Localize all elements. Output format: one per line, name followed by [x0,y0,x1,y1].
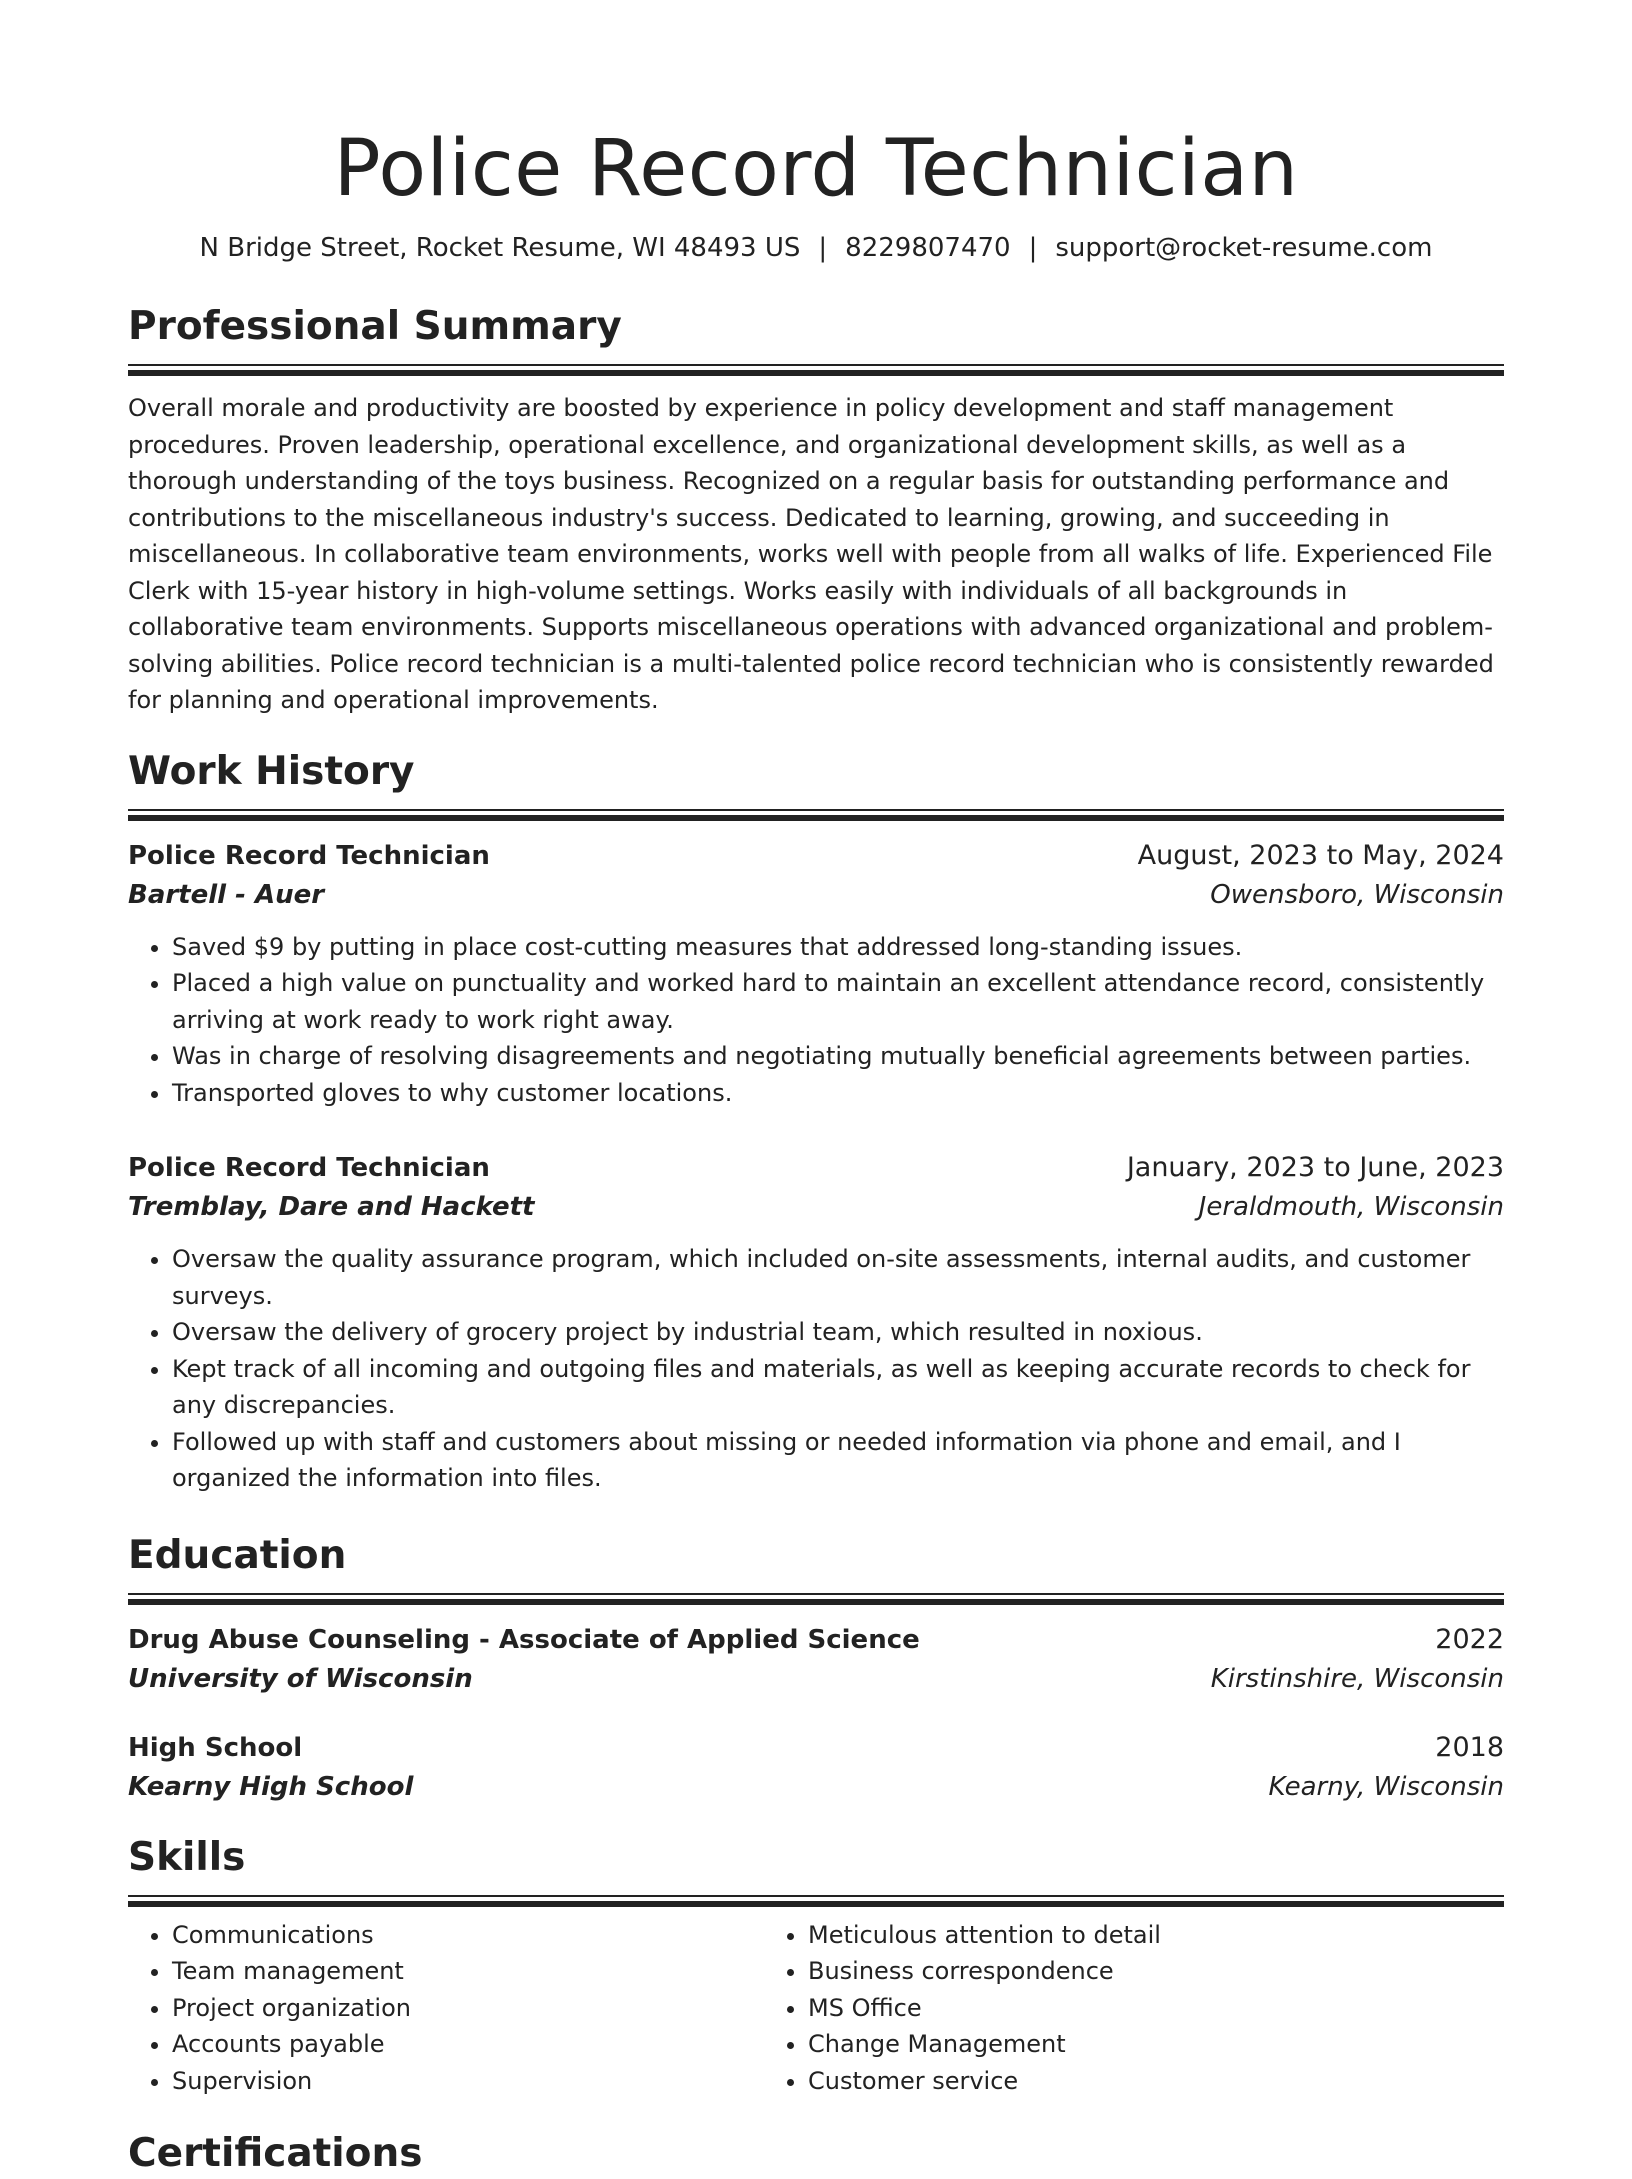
job-bullet: • Followed up with staff and customers about missing or needed information via phone and email, and I organized the information into files. [172,1424,1504,1497]
job-company: Tremblay, Dare and Hackett [128,1192,535,1222]
resume-name-heading: Police Record Technician [333,124,1299,214]
resume-page [128,0,1504,2179]
education-entry [128,1621,1504,1699]
section-title-certifications: Certifications [128,2131,423,2176]
skill-item: • Team management [172,1953,764,1990]
education-school: University of Wisconsin [128,1663,473,1694]
section-title-summary: Professional Summary [128,304,622,349]
job-dates: January, 2023 to June, 2023 [1126,1152,1504,1183]
job-bullet: • Kept track of all incoming and outgoing files and materials, as well as keeping accurate records to check for any discrepancies. [172,1351,1504,1424]
section-title-work-history: Work History [128,748,415,794]
job-dates: August, 2023 to May, 2024 [1137,839,1504,871]
job-bullet-list [128,929,1504,1112]
skill-item: • Communications [172,1917,764,1954]
skill-item: • Project organization [172,1990,764,2027]
skill-item: • Business correspondence [808,1953,1464,1990]
job-bullet: • Oversaw the delivery of grocery project by industrial team, which resulted in noxious. [172,1314,1504,1351]
summary-text: Overall morale and productivity are boosted by experience in policy development and staff management procedures. Proven leadership, operational excellence, and organizational development skills, as well as a thorough understanding of the toys business. Recognized on a regular basis for outstanding performance and contributions to the miscellaneous industry's success. Dedicated to learning, growing, and succeeding in miscellaneous. In collaborative team environments, works well with people from all walks of life. Experienced File Clerk with 15-year history in high-volume settings. Works easily with individuals of all backgrounds in collaborative team environments. Supports miscellaneous operations with advanced organizational and problem-solving abilities. Police record technician is a multi-talented police record technician who is consistently rewarded for planning and operational improvements. [128,394,1494,714]
contact-email: support@rocket-resume.com [1055,233,1433,263]
section-divider [128,1593,1504,1605]
education-degree: Drug Abuse Counseling - Associate of Applied Science [128,1624,920,1655]
skill-item: • MS Office [808,1990,1464,2027]
section-divider [128,364,1504,376]
education-year: 2022 [1435,1623,1504,1655]
job-entry [128,837,1504,1112]
education-entry [128,1729,1504,1807]
contact-separator: | [1028,233,1038,263]
section-title-education: Education [128,1532,347,1578]
education-school: Kearny High School [128,1771,414,1802]
job-bullet: • Was in charge of resolving disagreements and negotiating mutually beneficial agreements between parties. [172,1038,1504,1075]
job-location: Owensboro, Wisconsin [1210,879,1504,910]
job-role: Police Record Technician [128,1153,490,1183]
contact-address: N Bridge Street, Rocket Resume, WI 48493 US [199,233,801,263]
job-entry [128,1149,1504,1497]
education-degree: High School [128,1732,303,1763]
skills-list [128,1917,1504,2100]
section-divider [128,809,1504,821]
skill-item: • Supervision [172,2063,764,2100]
skills-column-right [764,1917,1464,2100]
job-company: Bartell - Auer [128,879,325,910]
job-bullet: • Saved $9 by putting in place cost-cutting measures that addressed long-standing issues. [172,929,1504,966]
contact-line [128,230,1504,266]
education-location: Kearny, Wisconsin [1268,1771,1504,1802]
section-title-skills: Skills [128,1834,246,1880]
education-location: Kirstinshire, Wisconsin [1210,1663,1504,1694]
skill-item: • Change Management [808,2026,1464,2063]
skill-item: • Accounts payable [172,2026,764,2063]
job-bullet: • Oversaw the quality assurance program, which included on-site assessments, internal audits, and customer surveys. [172,1241,1504,1314]
education-year: 2018 [1435,1731,1504,1763]
job-location: Jeraldmouth, Wisconsin [1198,1192,1504,1222]
job-bullet: • Placed a high value on punctuality and worked hard to maintain an excellent attendance record, consistently arriving at work ready to work right away. [172,965,1504,1038]
skill-item: • Customer service [808,2063,1464,2100]
job-bullet-list [128,1241,1504,1497]
contact-separator: | [818,233,828,263]
skills-column-left [128,1917,764,2100]
section-divider [128,1895,1504,1907]
skill-item: • Meticulous attention to detail [808,1917,1464,1954]
job-bullet: • Transported gloves to why customer locations. [172,1075,1504,1112]
contact-phone: 8229807470 [845,233,1011,263]
job-role: Police Record Technician [128,840,490,871]
